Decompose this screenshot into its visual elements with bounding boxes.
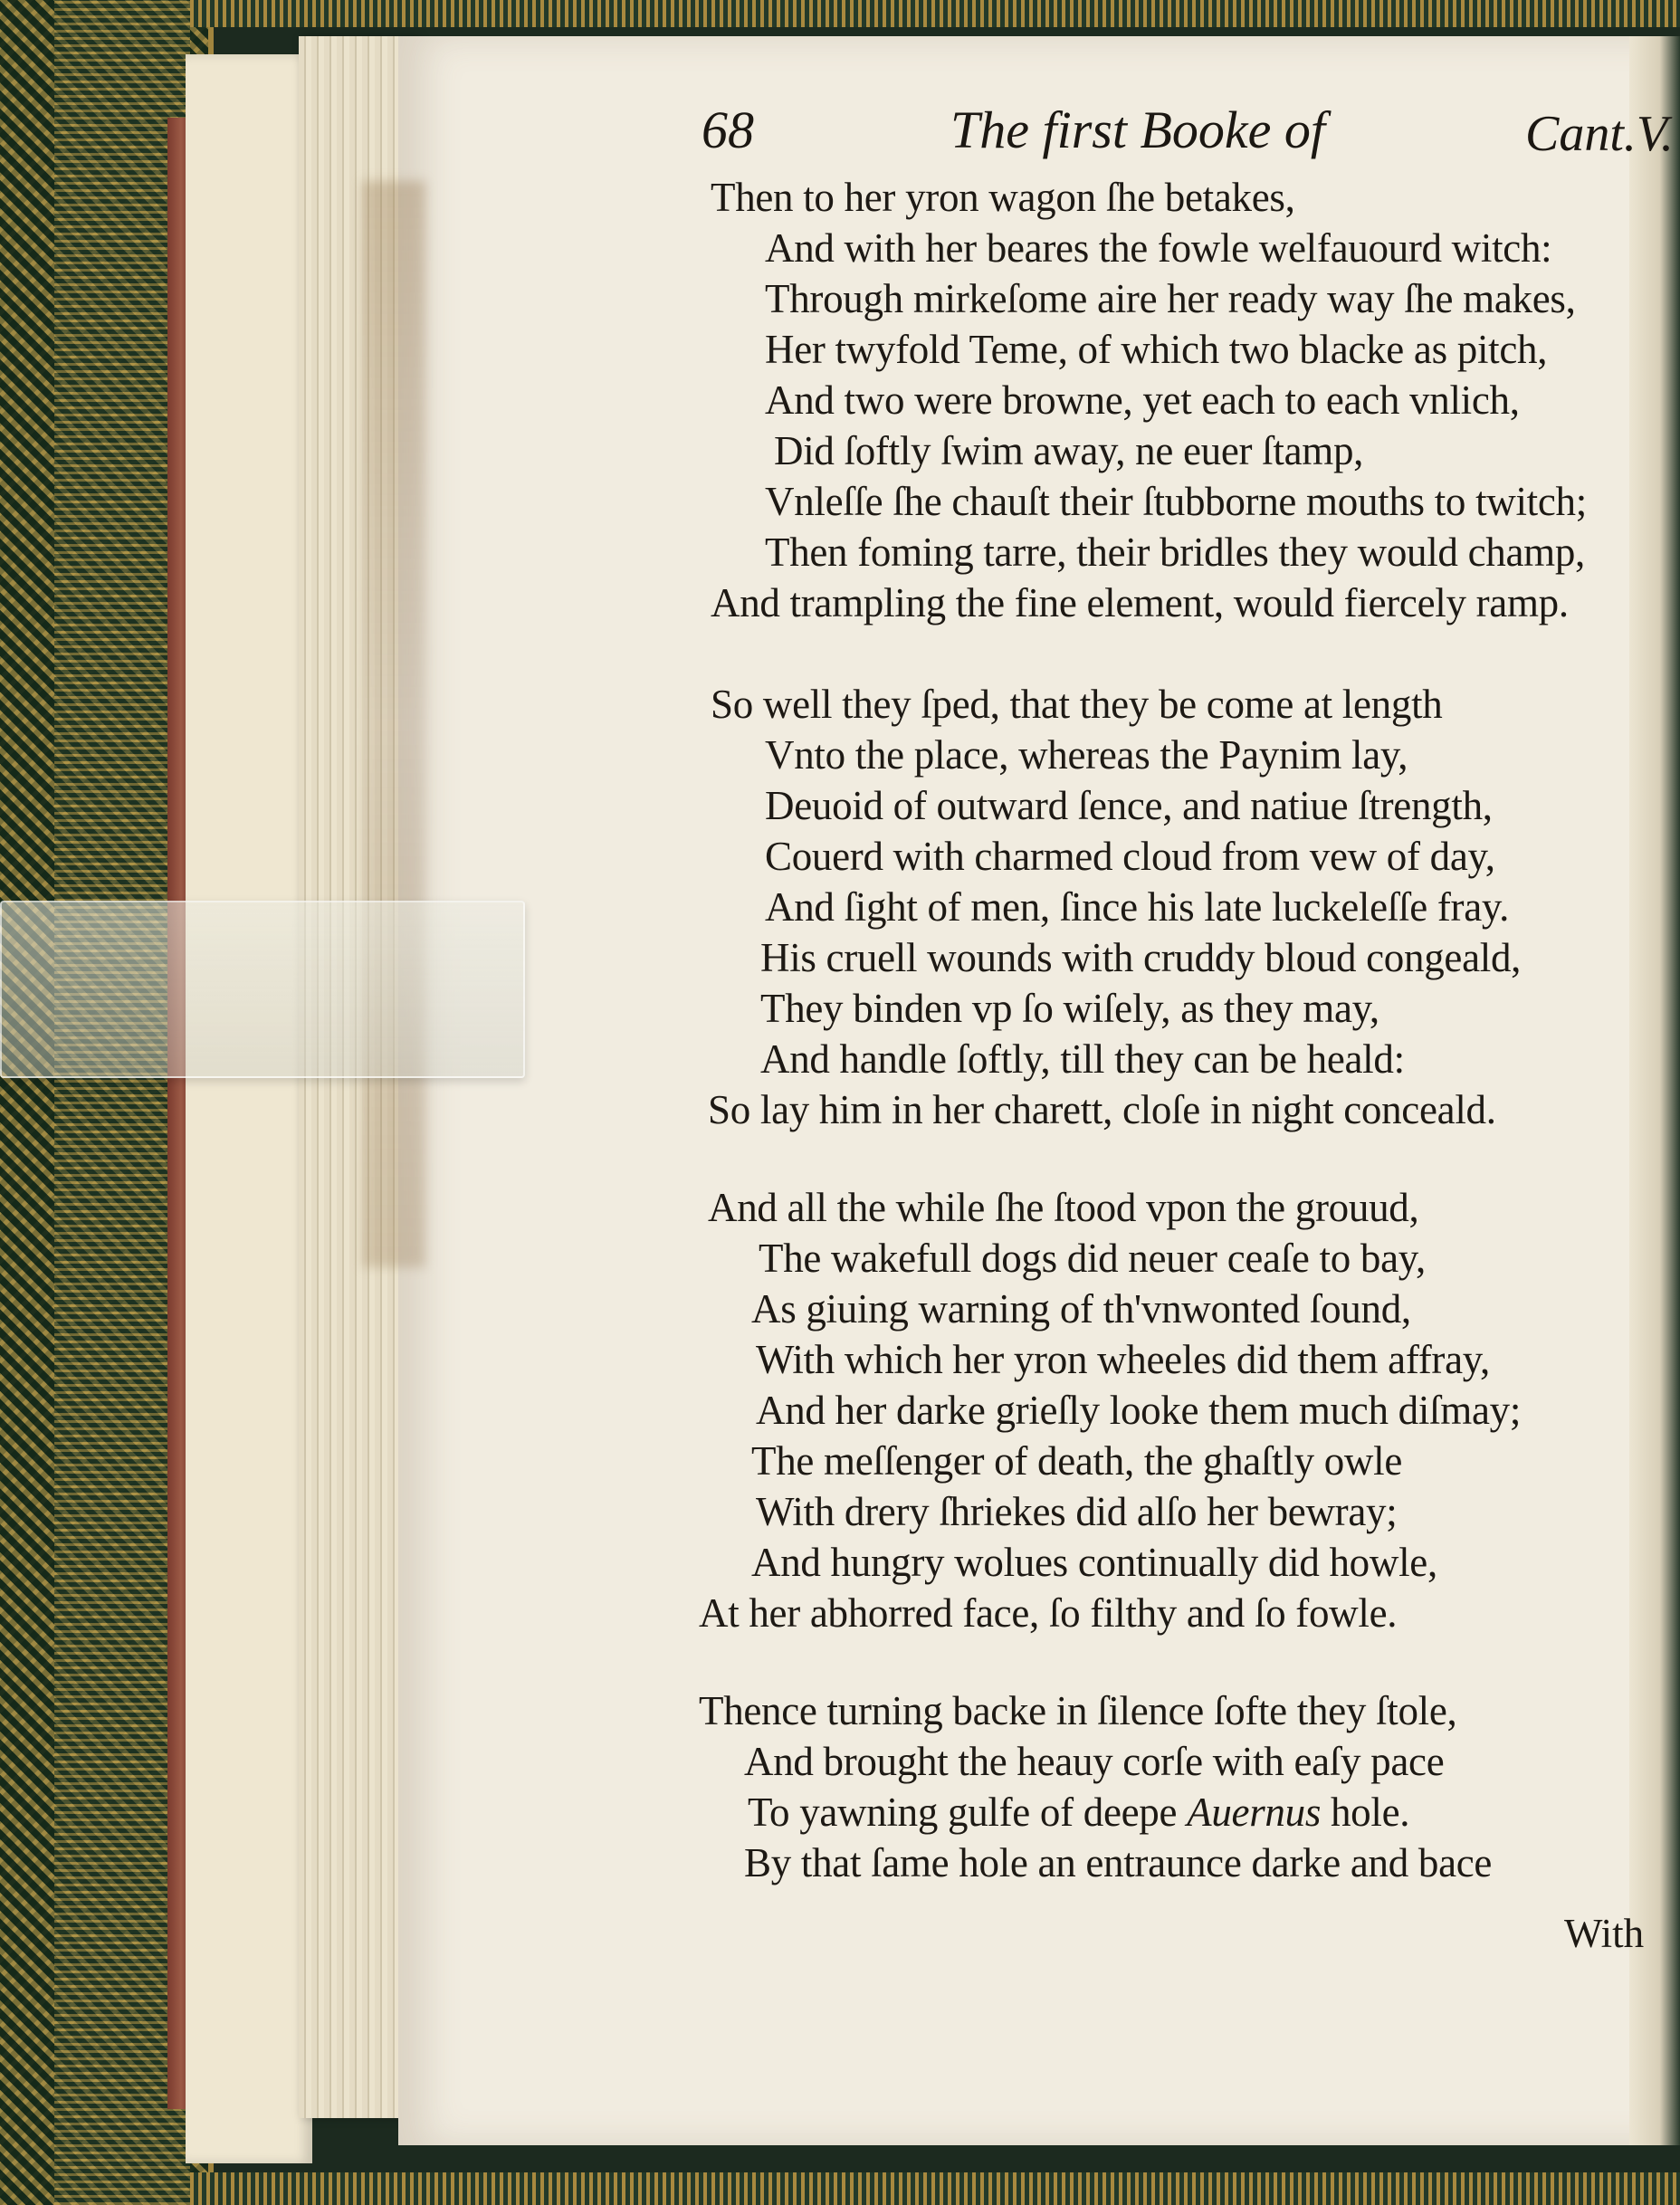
- verse-line: And hungry wolues continually did howle,: [751, 1540, 1437, 1585]
- running-title: The first Booke of: [950, 100, 1326, 159]
- verse-line: And two were browne, yet each to each vnlich,: [765, 377, 1520, 423]
- catchword: With: [1564, 1911, 1645, 1956]
- verse-line: And handle ſoftly, till they can be heald:: [760, 1036, 1405, 1082]
- page-stain: [362, 181, 425, 1267]
- verse-line: Deuoid of outward ſence, and natiue ſtrength,: [765, 783, 1493, 828]
- binding-top-band: [190, 0, 1680, 27]
- verse-line: At her abhorred face, ſo filthy and ſo fowle.: [699, 1590, 1398, 1636]
- verse-line: As giuing warning of th'vnwonted ſound,: [751, 1286, 1411, 1332]
- verse-line: And ſight of men, ſince his late luckeleſſe fray.: [765, 884, 1510, 930]
- binding-bottom-band: [190, 2172, 1680, 2205]
- verse-line: The wakefull dogs did neuer ceaſe to bay,: [759, 1236, 1426, 1281]
- verse-line: Through mirkeſome aire her ready way ſhe makes,: [765, 276, 1576, 321]
- verse-line: Did ſoftly ſwim away, ne euer ſtamp,: [774, 428, 1364, 473]
- verse-line: And brought the heauy corſe with eaſy pace: [744, 1739, 1445, 1784]
- verse-line: Then foming tarre, their bridles they would champ,: [765, 530, 1585, 575]
- verse-line: Couerd with charmed cloud from vew of day,: [765, 834, 1495, 879]
- endpaper: [186, 54, 312, 2163]
- page-right-edge: [1629, 36, 1680, 2145]
- verse-line: Vnleſſe ſhe chauſt their ſtubborne mouths to twitch;: [765, 479, 1587, 524]
- verse-line: And with her beares the fowle welfauourd witch:: [765, 225, 1552, 271]
- verse-line: Vnto the place, whereas the Paynim lay,: [765, 732, 1408, 778]
- canto-label: Cant.V.: [1525, 106, 1674, 162]
- verse-line: With drery ſhriekes did alſo her bewray;: [756, 1489, 1398, 1534]
- verse-line-end: hole.: [1321, 1790, 1410, 1835]
- verse-line: They binden vp ſo wiſely, as they may,: [760, 986, 1379, 1031]
- verse-line: And her darke grieſly looke them much diſmay;: [756, 1388, 1522, 1433]
- verse-line: His cruell wounds with cruddy bloud congeald,: [760, 935, 1522, 980]
- book-binding: [0, 0, 214, 2205]
- page-number: 68: [702, 100, 754, 159]
- verse-line: The meſſenger of death, the ghaſtly owle: [751, 1438, 1402, 1484]
- plastic-page-clip: [0, 901, 525, 1078]
- verse-line: So lay him in her charett, cloſe in night conceald.: [708, 1087, 1496, 1132]
- verse-line: [748, 1789, 1409, 1836]
- verse-line: With which her yron wheeles did them affray,: [756, 1337, 1490, 1382]
- verse-line: Then to her yron wagon ſhe betakes,: [711, 175, 1295, 220]
- page-header: [0, 100, 1680, 172]
- verse-line: By that ſame hole an entraunce darke and bace: [744, 1840, 1493, 1885]
- verse-line: And all the while ſhe ſtood vpon the grouud,: [708, 1185, 1419, 1230]
- verse-line: And trampling the fine element, would fiercely ramp.: [711, 580, 1569, 625]
- verse-line: So well they ſped, that they be come at length: [711, 682, 1443, 727]
- verse-line: Thence turning backe in ſilence ſofte they ſtole,: [699, 1688, 1457, 1733]
- italic-place-name: Auernus: [1187, 1790, 1322, 1835]
- verse-line-text: To yawning gulfe of deepe: [748, 1790, 1178, 1835]
- verse-line: Her twyfold Teme, of which two blacke as pitch,: [765, 327, 1548, 372]
